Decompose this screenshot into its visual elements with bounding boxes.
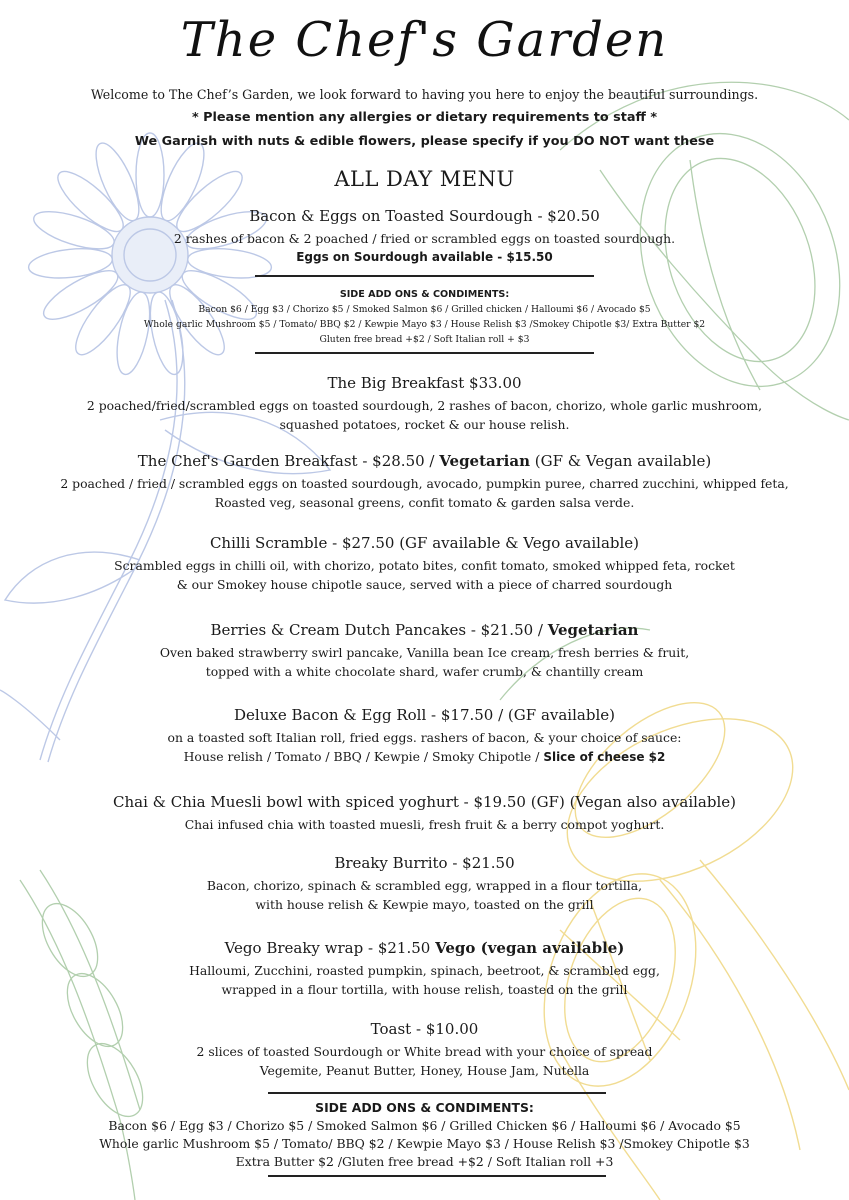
- menu-item-desc: Halloumi, Zucchini, roasted pumpkin, spinach, beetroot, & scrambled egg,: [189, 963, 660, 978]
- title-text: The Chef's Garden Breakfast - $28.50 /: [137, 452, 440, 470]
- allergy-notice: * Please mention any allergies or dietary requirements to staff *: [191, 110, 658, 125]
- menu-item-desc: 2 poached / fried / scrambled eggs on toasted sourdough, avocado, pumpkin puree, charred zucchini, whipped feta,: [60, 476, 789, 491]
- menu-item-title: Bacon & Eggs on Toasted Sourdough - $20.50: [249, 207, 600, 225]
- diet-tag: Vego (vegan available): [435, 939, 625, 957]
- menu-item-title: Chilli Scramble - $27.50 (GF available & Vego available): [209, 534, 640, 552]
- divider: [268, 1092, 606, 1094]
- title-suffix: (GF & Vegan available): [529, 452, 712, 470]
- sides-line: Whole garlic Mushroom $5 / Tomato/ BBQ $2 / Kewpie Mayo $3 / House Relish $3 /Smokey Chipotle $3/ Extra Butter $2: [143, 319, 706, 330]
- menu-item-title: Chai & Chia Muesli bowl with spiced yoghurt - $19.50 (GF) (Vegan also available): [112, 793, 736, 811]
- sides-line: Bacon $6 / Egg $3 / Chorizo $5 / Smoked Salmon $6 / Grilled Chicken $6 / Halloumi $6 / Avocado $5: [108, 1118, 741, 1133]
- menu-item-desc: Vegemite, Peanut Butter, Honey, House Jam, Nutella: [259, 1063, 590, 1078]
- restaurant-title: The Chef's Garden: [180, 12, 669, 68]
- menu-item-desc: 2 rashes of bacon & 2 poached / fried or scrambled eggs on toasted sourdough.: [173, 231, 676, 246]
- sides-line: Whole garlic Mushroom $5 / Tomato/ BBQ $2 / Kewpie Mayo $3 / House Relish $3 /Smokey Chipotle $3: [99, 1136, 750, 1151]
- menu-item-title: Breaky Burrito - $21.50: [334, 854, 515, 872]
- divider: [268, 1175, 606, 1177]
- sides-heading: SIDE ADD ONS & CONDIMENTS:: [315, 1100, 534, 1115]
- menu-item-desc: [0, 749, 849, 764]
- menu-item-note: Eggs on Sourdough available - $15.50: [296, 250, 553, 264]
- menu-item-desc: topped with a white chocolate shard, wafer crumb, & chantilly cream: [205, 664, 644, 679]
- menu-item-desc: Scrambled eggs in chilli oil, with chorizo, potato bites, confit tomato, smoked whipped feta, rocket: [114, 558, 735, 573]
- sides-line: Bacon $6 / Egg $3 / Chorizo $5 / Smoked Salmon $6 / Grilled chicken / Halloumi $6 / Avocado $5: [198, 304, 651, 315]
- menu-item-desc: 2 slices of toasted Sourdough or White bread with your choice of spread: [196, 1044, 653, 1059]
- menu-item-desc: 2 poached/fried/scrambled eggs on toasted sourdough, 2 rashes of bacon, chorizo, whole garlic mushroom,: [86, 398, 763, 413]
- menu-heading: ALL DAY MENU: [334, 167, 515, 191]
- diet-tag: Vegetarian: [439, 452, 530, 470]
- divider: [255, 275, 594, 277]
- menu-item-title: Deluxe Bacon & Egg Roll - $17.50 / (GF available): [234, 706, 615, 724]
- sides-heading: SIDE ADD ONS & CONDIMENTS:: [339, 289, 510, 300]
- menu-item-title: [0, 621, 849, 639]
- divider: [255, 352, 594, 354]
- diet-tag: Vegetarian: [547, 621, 639, 639]
- menu-item-desc: Chai infused chia with toasted muesli, fresh fruit & a berry compot yoghurt.: [184, 817, 665, 832]
- menu-item-desc: wrapped in a flour tortilla, with house relish, toasted on the grill: [221, 982, 628, 997]
- menu-item-desc: Bacon, chorizo, spinach & scrambled egg, wrapped in a flour tortilla,: [206, 878, 643, 893]
- title-text: Vego Breaky wrap - $21.50: [224, 939, 436, 957]
- welcome-text: Welcome to The Chef’s Garden, we look forward to having you here to enjoy the beautiful surroundings.: [90, 87, 759, 102]
- menu-item-desc: squashed potatoes, rocket & our house relish.: [279, 417, 570, 432]
- menu-item-desc: Roasted veg, seasonal greens, confit tomato & garden salsa verde.: [214, 495, 635, 510]
- menu-item-title: [0, 452, 849, 470]
- garnish-notice: We Garnish with nuts & edible flowers, please specify if you DO NOT want these: [134, 134, 715, 149]
- sauce-options: House relish / Tomato / BBQ / Kewpie / Smoky Chipotle /: [183, 749, 544, 764]
- menu-item-desc: on a toasted soft Italian roll, fried eggs. rashers of bacon, & your choice of sauce:: [167, 730, 682, 745]
- sides-line: Gluten free bread +$2 / Soft Italian roll + $3: [319, 334, 530, 345]
- menu-item-title: Toast - $10.00: [370, 1020, 479, 1038]
- menu-item-title: The Big Breakfast $33.00: [327, 374, 522, 392]
- title-text: Berries & Cream Dutch Pancakes - $21.50 /: [210, 621, 548, 639]
- cheese-addon: Slice of cheese $2: [543, 750, 666, 764]
- menu-item-desc: with house relish & Kewpie mayo, toasted on the grill: [255, 897, 594, 912]
- menu-item-desc: & our Smokey house chipotle sauce, served with a piece of charred sourdough: [176, 577, 673, 592]
- menu-item-desc: Oven baked strawberry swirl pancake, Vanilla bean Ice cream, fresh berries & fruit,: [159, 645, 690, 660]
- sides-line: Extra Butter $2 /Gluten free bread +$2 / Soft Italian roll +3: [235, 1154, 614, 1169]
- menu-item-title: [0, 939, 849, 957]
